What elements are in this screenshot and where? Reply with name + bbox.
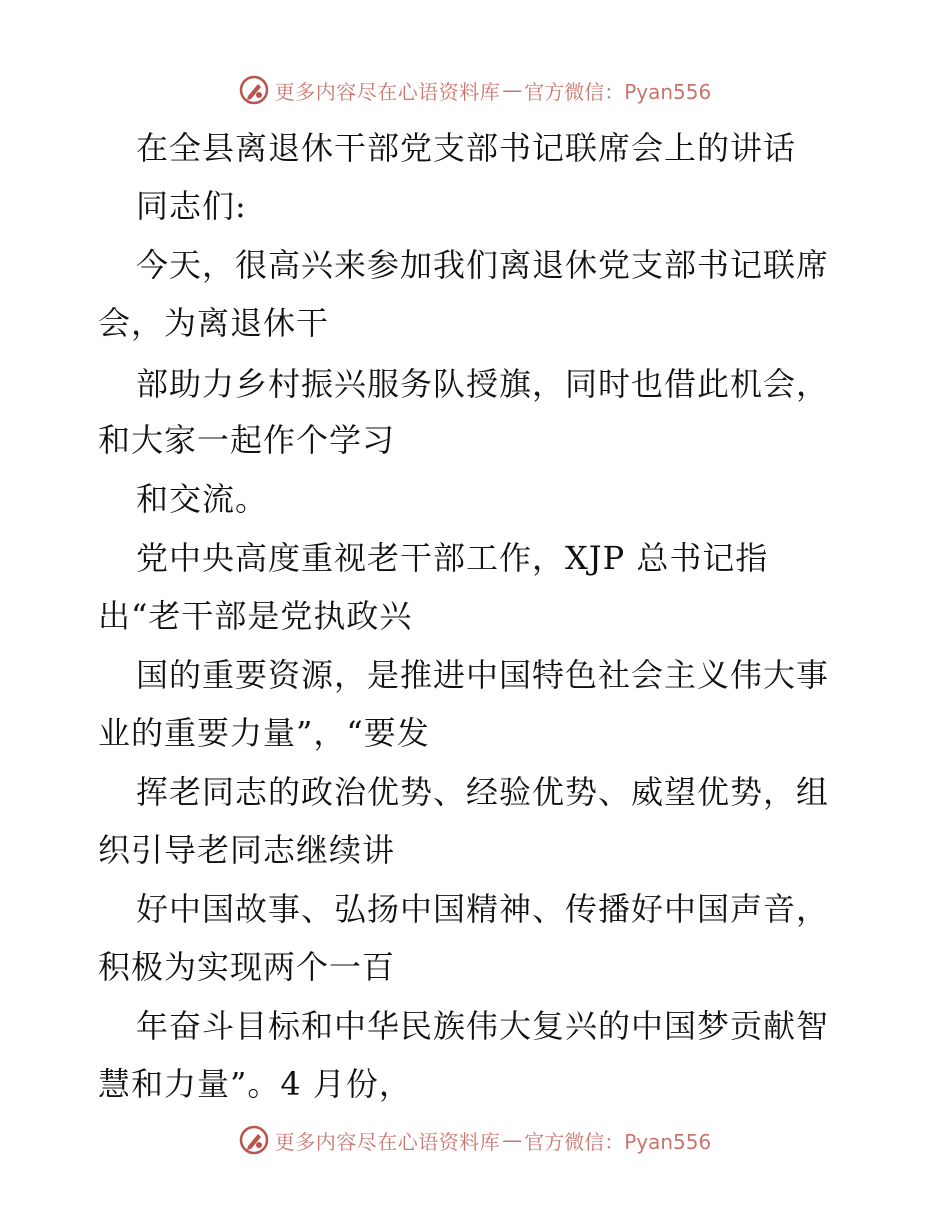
body-line: 年奋斗目标和中华民族伟大复兴的中国梦贡献智 — [136, 1007, 830, 1045]
watermark-text: 更多内容尽在心语资料库 — [274, 79, 501, 104]
footer-watermark-banner — [0, 1120, 950, 1160]
body-line: 会，为离退休干 — [98, 304, 330, 342]
pen-logo-icon — [239, 75, 269, 105]
pen-logo-icon — [239, 1125, 269, 1155]
body-line: 积极为实现两个一百 — [98, 948, 396, 986]
document-title: 在全县离退休干部党支部书记联席会上的讲话 — [136, 129, 797, 167]
watermark-wechat: 官方微信：Pyan556 — [524, 1129, 712, 1154]
header-watermark-banner — [0, 70, 950, 110]
salutation-line: 同志们: — [136, 187, 247, 225]
watermark-wechat: 官方微信：Pyan556 — [524, 79, 712, 104]
body-line: 党中央高度重视老干部工作，XJP 总书记指 — [136, 539, 769, 577]
watermark-text: 更多内容尽在心语资料库 — [274, 1129, 501, 1154]
body-line: 业的重要力量”，“要发 — [98, 714, 430, 752]
body-line: 好中国故事、弘扬中国精神、传播好中国声音， — [136, 890, 830, 928]
body-line: 和大家一起作个学习 — [98, 421, 396, 459]
body-line: 和交流。 — [136, 480, 269, 518]
body-line: 国的重要资源，是推进中国特色社会主义伟大事 — [136, 656, 830, 694]
body-line: 出“老干部是党执政兴 — [98, 597, 413, 635]
body-line: 慧和力量”。4 月份， — [98, 1065, 412, 1103]
body-line: 挥老同志的政治优势、经验优势、威望优势，组 — [136, 773, 830, 811]
body-line: 今天，很高兴来参加我们离退休党支部书记联席 — [136, 246, 830, 284]
watermark-separator: — — [502, 78, 523, 102]
body-line: 部助力乡村振兴服务队授旗，同时也借此机会， — [136, 365, 830, 403]
watermark-separator: — — [502, 1128, 523, 1152]
body-line: 织引导老同志继续讲 — [98, 831, 396, 869]
